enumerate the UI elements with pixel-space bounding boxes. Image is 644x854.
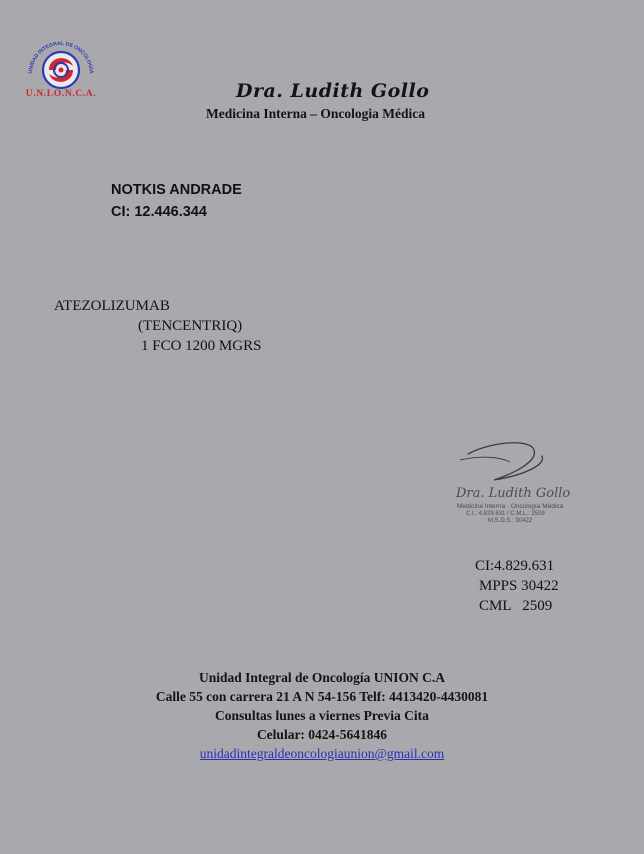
doctor-specialty: Medicina Interna – Oncologia Médica <box>206 106 425 121</box>
footer-email-link[interactable]: unidadintegraldeoncologiaunion@gmail.com <box>199 746 445 761</box>
drug-name: ATEZOLIZUMAB <box>54 298 170 314</box>
drug-brand: (TENCENTRIQ) <box>138 318 243 334</box>
patient-block <box>111 180 242 224</box>
logo-arc-text: UNIDAD INTEGRAL DE ONCOLOGIA <box>27 40 95 74</box>
credential-ci: CI:4.829.631 <box>475 558 555 574</box>
footer-address: Calle 55 con carrera 21 A N 54-156 Telf: 4413420-4430081 <box>155 689 489 704</box>
drug-dose: 1 FCO 1200 MGRS <box>141 338 262 354</box>
footer-cell: Celular: 0424-5641846 <box>256 727 388 742</box>
doctor-name: Dra. Ludith Gollo <box>236 80 430 102</box>
stamp-ids: C.I.: 4.829.631 / C.M.L.: 2509 <box>466 511 545 517</box>
stamp-msds: M.S.D.S.: 30422 <box>488 518 533 524</box>
credential-cml: CML 2509 <box>479 598 553 614</box>
patient-id: CI: 12.446.344 <box>111 204 207 220</box>
clinic-logo <box>18 34 104 104</box>
credential-mpps: MPPS 30422 <box>479 578 559 594</box>
footer-org: Unidad Integral de Oncología UNION C.A <box>198 670 446 685</box>
stamp-specialty: Medicina Interna · Oncología Médica <box>457 503 564 510</box>
footer-hours: Consultas lunes a viernes Previa Cita <box>215 708 429 723</box>
doctor-credentials <box>475 556 559 616</box>
logo-acronym: U.N.I.O.N.C.A. <box>25 89 97 99</box>
patient-name: NOTKIS ANDRADE <box>111 182 242 198</box>
clinic-footer <box>0 668 644 763</box>
stamp-name: Dra. Ludith Gollo <box>456 486 571 501</box>
